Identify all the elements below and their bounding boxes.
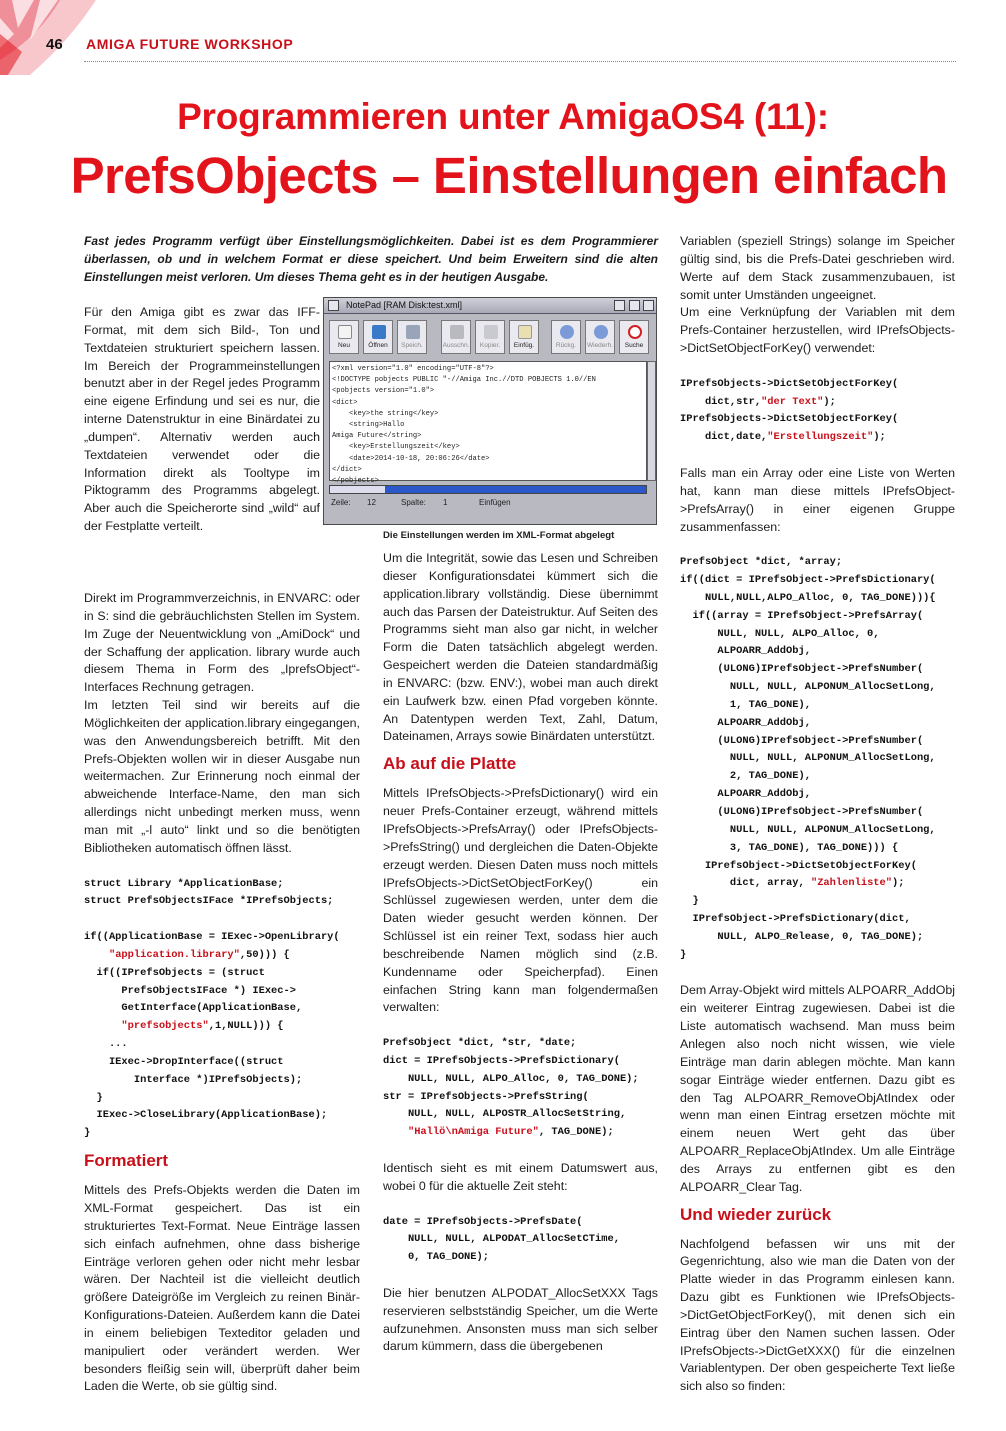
save-icon bbox=[406, 325, 420, 339]
tool-paste-button: Einfüg. bbox=[509, 320, 539, 354]
tool-search-button: Suche bbox=[619, 320, 649, 354]
paragraph: Mittels des Prefs-Objekts werden die Daten im XML-Format gespeichert. Das ist ein strukturiertes Text-Format. Neue Einträge lassen sich einfach aufnehmen, ohne dass bisherige Einträge verloren gehen oder nicht mehr lesbar wären. Der Nachteil ist die vielleicht deutlich größere Dateigröße im Vergleich zu reinen Binär-Konfigurations-Dateien. Außerdem kann die Datei in einem beliebigen Texteditor geladen und manipuliert oder verändert werden. Wer besonders fleißig sein will, überprüft daher beim Laden die Werte, ob sie gültig sind. bbox=[84, 1183, 360, 1394]
paragraph: Für den Amiga gibt es zwar das IFF-Format, mit dem sich Bild-, Ton und Textdateien strukturiert speichern lassen. Im Bereich der Programmeinstellungen benutzt aber in der Regel jedes Programm eine eigene Erfindung und sei es nur, die interne Datenstruktur in eine Binärdatei zu „dumpen“. Alternativ werden auch Textdateien verwendet oder die Information direkt als Tooltype im Piktogramm des Programms abgelegt. Aber auch die Speicherorte sind „wild“ auf der Festplatte verteilt. bbox=[84, 305, 320, 534]
status-bar bbox=[329, 498, 653, 512]
cut-icon bbox=[450, 325, 464, 339]
lead-paragraph: Fast jedes Programm verfügt über Einstellungsmöglichkeiten. Dabei ist es dem Programmierer überlassen, ob und in welchem Format er diese speichert. Und beim Erweitern sind die alten Einstellungen meist verloren. Um dieses Thema geht es in der heutigen Ausgabe. bbox=[84, 234, 658, 284]
article-title-line2: PrefsObjects – Einstellungen einfach bbox=[70, 147, 948, 204]
code-block: PrefsObject *dict, *str, *date; dict = IPrefsObjects->PrefsDictionary( NULL, NULL, ALPO_Alloc, 0, TAG_DONE); str = IPrefsObjects->PrefsString( NULL, NULL, ALPOSTR_AllocSetString, "Hallö\nAmiga Future", TAG_DONE); bbox=[383, 1037, 639, 1139]
tool-undo-button: Rückg. bbox=[551, 320, 581, 354]
status-line-label: Zeile: bbox=[331, 498, 351, 507]
undo-icon bbox=[560, 325, 574, 339]
paragraph: Dem Array-Objekt wird mittels ALPOARR_AddObj ein weiterer Eintrag zugewiesen. Dabei ist die Liste automatisch wachsend. Man muss beim Anlegen also noch nicht wissen, wie viele Einträge man darin ablegen möchte. Man kann sogar Einträge wieder entfernen. Dazu gibt es den Tag ALPOARR_RemoveObjAtIndex oder wenn man einen Eintrag ersetzen möchte mit einem neuen Wert geht das über ALPOARR_ReplaceObjAtIndex. Um alle Einträge des Arrays zu entfernen gibt es den ALPOARR_Clear Tag. bbox=[680, 983, 955, 1194]
status-col-label: Spalte: bbox=[401, 498, 426, 507]
zoom-gadget-icon bbox=[629, 300, 640, 311]
heading-platte: Ab auf die Platte bbox=[383, 754, 517, 774]
code-block: IPrefsObjects->DictSetObjectForKey( dict,str,"der Text"); IPrefsObjects->DictSetObjectForKey( dict,date,"Erstellungszeit"); bbox=[680, 377, 899, 444]
tool-save-button: Speich. bbox=[397, 320, 427, 354]
tool-copy-button: Kopier. bbox=[475, 320, 505, 354]
tool-open-button: Öffnen bbox=[363, 320, 393, 354]
iconify-gadget-icon bbox=[614, 300, 625, 311]
copy-icon bbox=[484, 325, 498, 339]
window-titlebar bbox=[324, 298, 656, 314]
column-3 bbox=[680, 233, 955, 1396]
column-1-upper bbox=[84, 304, 320, 536]
vertical-scrollbar bbox=[647, 361, 656, 481]
tool-new-button: Neu bbox=[329, 320, 359, 354]
heading-zurueck: Und wieder zurück bbox=[680, 1204, 832, 1224]
depth-gadget-icon bbox=[643, 300, 654, 311]
close-gadget-icon bbox=[328, 300, 339, 311]
search-icon bbox=[628, 325, 642, 339]
article-title-line1: Programmieren unter AmigaOS4 (11): bbox=[177, 96, 829, 137]
column-2 bbox=[383, 550, 658, 1356]
notepad-window-screenshot bbox=[323, 297, 657, 525]
header-rule bbox=[84, 61, 956, 62]
tool-redo-button: Wiederh. bbox=[585, 320, 615, 354]
editor-area bbox=[329, 361, 647, 486]
paragraph: Identisch sieht es mit einem Datumswert aus, wobei 0 für die aktuelle Zeit steht: bbox=[383, 1161, 658, 1193]
paste-icon bbox=[518, 325, 532, 339]
section-name: AMIGA FUTURE WORKSHOP bbox=[86, 36, 294, 52]
paragraph: Die hier benutzen ALPODAT_AllocSetXXX Tags reservieren selbstständig Speicher, um die Werte aufzunehmen. Ansonsten muss man sich selber darum kümmern, dass die übergebenen bbox=[383, 1285, 658, 1354]
code-block: struct Library *ApplicationBase; struct PrefsObjectsIFace *IPrefsObjects; if((ApplicationBase = IExec->OpenLibrary( "application.library",50))) { if((IPrefsObjects = (struct PrefsObjectsIFace *) IExec-> GetInterface(ApplicationBase, "prefsobjects",1,NULL))) { ... IExec->DropInterface((struct Interface *)IPrefsObjects); } IExec->CloseLibrary(ApplicationBase); } bbox=[84, 877, 340, 1140]
paragraph: Im letzten Teil sind wir bereits auf die Möglichkeiten der application.library eingegangen, was den Anwendungsbereich betrifft. Mit den Prefs-Objekten wollen wir in dieser Ausgabe nun weitermachen. Zur Erinnerung noch einmal der abweichende Interface-Name, den man sich allerdings nicht unbedingt merken muss, wenn man mit „-l auto“ linkt und so die benötigten Bibliotheken automatisch öffnen lässt. bbox=[84, 698, 360, 855]
open-icon bbox=[372, 325, 386, 339]
paragraph: Variablen (speziell Strings) solange im Speicher gültig sind, bis die Prefs-Datei geschrieben wird. Werte auf dem Stack zusammenzubauen, ist somit unter Umständen ungeeignet. bbox=[680, 234, 955, 302]
horizontal-scrollbar bbox=[329, 485, 647, 494]
heading-formatiert: Formatiert bbox=[84, 1151, 169, 1171]
paragraph: Falls man ein Array oder eine Liste von Werten hat, kann man diese mittels IPrefsObject->PrefsArray() in einer eigenen Gruppe zusammenfassen: bbox=[680, 465, 955, 534]
paragraph: Nachfolgend befassen wir uns mit der Gegenrichtung, also wie man die Daten von der Platte wieder in das Programm einlesen kann. Dazu gibt es Funktionen wie IPrefsObjects->DictGetObjectForKey(), mit denen sich ein Eintrag über den Namen suchen lassen. Oder IPrefsObjects->DictGetXXX() für die einzelnen Variablentypen. Der oben gespeicherte Text ließe sich also so finden: bbox=[680, 1236, 955, 1394]
new-file-icon bbox=[338, 325, 352, 339]
xml-content: <?xml version="1.0" encoding="UTF-8"?> <!DOCTYPE pobjects PUBLIC "-//Amiga Inc.//DTD POBJECTS 1.0//EN <pobjects version="1.0"> <dict> <key>the string</key> <string>Hallo Amiga Future</string> <key>Erstellungszeit</key> <date>2014-10-18, 20:06:26</date> </dict> </pobjects> bbox=[332, 365, 596, 486]
window-title: NotePad [RAM Disk:test.xml] bbox=[346, 300, 463, 310]
column-1-lower bbox=[84, 590, 360, 1396]
status-mode: Einfügen bbox=[479, 498, 511, 507]
paragraph: Mittels IPrefsObjects->PrefsDictionary() wird ein neuer Prefs-Container erzeugt, während mittels IPrefsObjects->PrefsArray() oder IPrefsObjects->PrefsString() und dergleichen die Daten-Objekte erzeugt werden. Diesen Daten muss noch mittels IPrefsObjects->DictSetObjectForKey() ein Schlüssel zugewiesen werden, unter dem die Daten wieder gesucht werden können. Der Schlüssel ist ein reiner Text, sodass hier auch beschreibende Namen möglich sind (z.B. Kundenname oder Speicherpfad). Einen einfachen String kann man folgendermaßen verwalten: bbox=[383, 786, 658, 1015]
figure-caption: Die Einstellungen werden im XML-Format abgelegt bbox=[383, 530, 615, 541]
redo-icon bbox=[594, 325, 608, 339]
tool-cut-button: Ausschn. bbox=[441, 320, 471, 354]
status-col-value: 1 bbox=[443, 498, 448, 507]
toolbar bbox=[329, 320, 653, 356]
paragraph: Um eine Verknüpfung der Variablen mit dem Prefs-Container herzustellen, wird IPrefsObjects->DictSetObjectForKey() verwendet: bbox=[680, 305, 955, 356]
paragraph: Direkt im Programmverzeichnis, in ENVARC: oder in S: sind die gebräuchlichsten Stellen im System. Im Zuge der Neuentwicklung von „AmiDock“ und der Schaffung der application. library wurde auch diesem Thema in Form des „IprefsObject“-Interfaces Rechnung getragen. bbox=[84, 591, 360, 695]
code-block: PrefsObject *dict, *array; if((dict = IPrefsObject->PrefsDictionary( NULL,NULL,ALPO_Alloc, 0, TAG_DONE))){ if((array = IPrefsObject->PrefsArray( NULL, NULL, ALPO_Alloc, 0, ALPOARR_AddObj, (ULONG)IPrefsObject->PrefsNumber( NULL, NULL, ALPONUM_AllocSetLong, 1, TAG_DONE), ALPOARR_AddObj, (ULONG)IPrefsObject->PrefsNumber( NULL, NULL, ALPONUM_AllocSetLong, 2, TAG_DONE), ALPOARR_AddObj, (ULONG)IPrefsObject->PrefsNumber( NULL, NULL, ALPONUM_AllocSetLong, 3, TAG_DONE), TAG_DONE))) { IPrefsObject->DictSetObjectForKey( dict, array, "Zahlenliste"); } IPrefsObject->PrefsDictionary(dict, NULL, ALPO_Release, 0, TAG_DONE); } bbox=[680, 556, 936, 961]
status-line-value: 12 bbox=[367, 498, 376, 507]
paragraph: Um die Integrität, sowie das Lesen und Schreiben dieser Konfigurationsdatei kümmert sich die application.library vollständig. Diese übernimmt auch das Parsen der Dateistruktur. Auf Seiten des Programms sieht man also gar nicht, in welcher Form die Daten tatsächlich abgelegt werden. Gespeichert werden die Dateien standardmäßig in ENVARC: (bzw. ENV:), wobei man auch direkt ein Laufwerk bzw. einen Pfad vorgeben könnte. An Datentypen werden Text, Zahl, Datum, Dateinamen, Arrays sowie Binärdaten unterstützt. bbox=[383, 551, 658, 744]
page-number: 46 bbox=[46, 36, 63, 53]
code-block: date = IPrefsObjects->PrefsDate( NULL, NULL, ALPODAT_AllocSetCTime, 0, TAG_DONE); bbox=[383, 1215, 620, 1264]
